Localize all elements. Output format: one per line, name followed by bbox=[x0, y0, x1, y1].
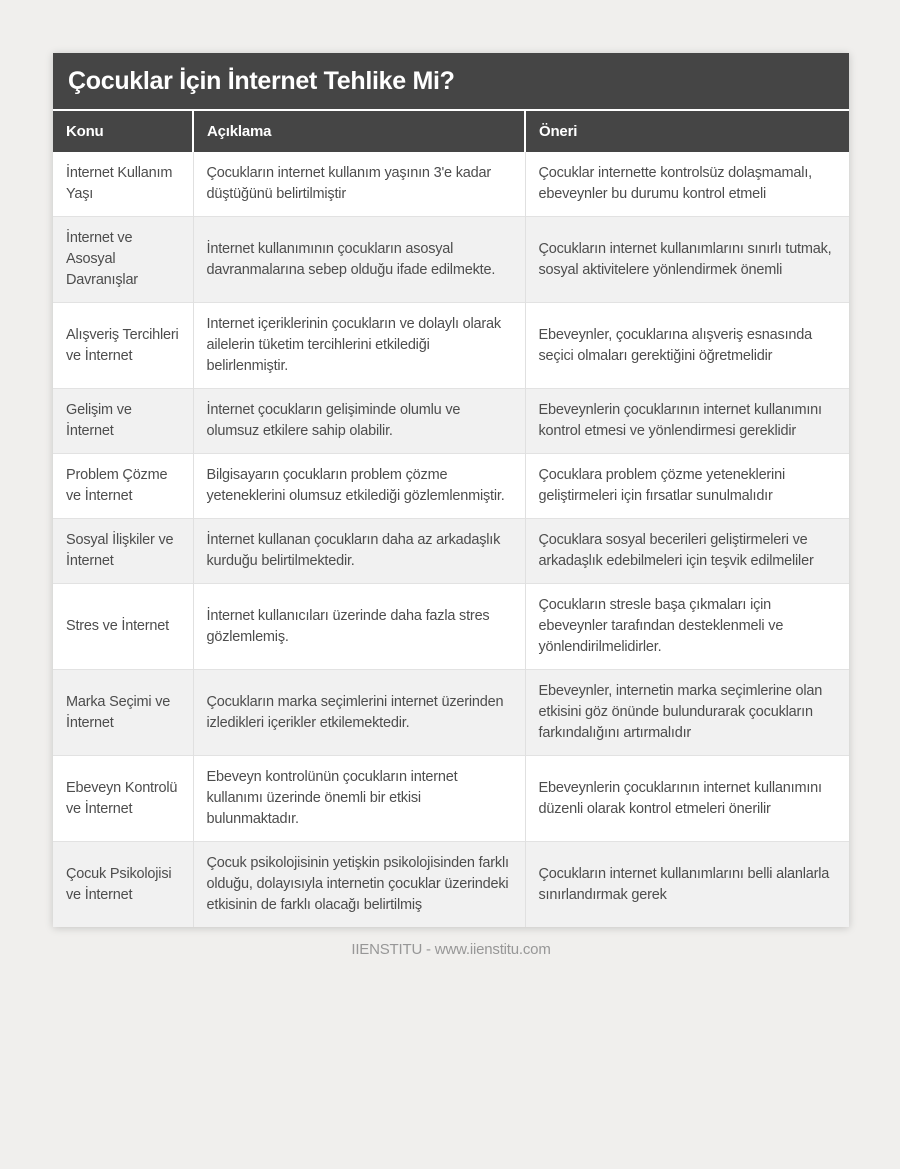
cell-aciklama: Çocukların marka seçimlerini internet üzerinden izledikleri içerikler etkilemektedir. bbox=[193, 670, 525, 756]
cell-oneri: Ebeveynlerin çocuklarının internet kullanımını düzenli olarak kontrol etmeleri önerilir bbox=[525, 756, 849, 842]
table-header-row bbox=[53, 111, 849, 152]
cell-konu: Ebeveyn Kontrolü ve İnternet bbox=[53, 756, 193, 842]
cell-oneri: Çocukların internet kullanımlarını belli alanlarla sınırlandırmak gerek bbox=[525, 842, 849, 928]
table-row bbox=[53, 519, 849, 584]
table-row bbox=[53, 217, 849, 303]
footer-text: IIENSTITU - www.iienstitu.com bbox=[351, 941, 551, 959]
cell-oneri: Çocuklar internette kontrolsüz dolaşmamalı, ebeveynler bu durumu kontrol etmeli bbox=[525, 152, 849, 217]
table-row bbox=[53, 670, 849, 756]
cell-konu: Problem Çözme ve İnternet bbox=[53, 454, 193, 519]
cell-konu: Marka Seçimi ve İnternet bbox=[53, 670, 193, 756]
cell-oneri: Ebeveynler, çocuklarına alışveriş esnasında seçici olmaları gerektiğini öğretmelidir bbox=[525, 303, 849, 389]
info-table bbox=[53, 111, 849, 927]
cell-oneri: Ebeveynler, internetin marka seçimlerine olan etkisini göz önünde bulundurarak çocukların farkındalığını artırmalıdır bbox=[525, 670, 849, 756]
table-row bbox=[53, 584, 849, 670]
cell-konu: Sosyal İlişkiler ve İnternet bbox=[53, 519, 193, 584]
cell-konu: Çocuk Psikolojisi ve İnternet bbox=[53, 842, 193, 928]
table-header bbox=[53, 111, 849, 152]
cell-aciklama: İnternet kullanımının çocukların asosyal davranmalarına sebep olduğu ifade edilmekte. bbox=[193, 217, 525, 303]
cell-aciklama: Ebeveyn kontrolünün çocukların internet kullanımı üzerinde önemli bir etkisi bulunmaktadır. bbox=[193, 756, 525, 842]
column-header-oneri: Öneri bbox=[525, 111, 849, 152]
table-row bbox=[53, 389, 849, 454]
cell-aciklama: Çocuk psikolojisinin yetişkin psikolojisinden farklı olduğu, dolayısıyla internetin çocuklar üzerindeki etkisinin de farklı olacağı belirtilmiş bbox=[193, 842, 525, 928]
table-row bbox=[53, 303, 849, 389]
cell-konu: Stres ve İnternet bbox=[53, 584, 193, 670]
cell-oneri: Çocuklara sosyal becerileri geliştirmeleri ve arkadaşlık edebilmeleri için teşvik edilmeliler bbox=[525, 519, 849, 584]
table-row bbox=[53, 152, 849, 217]
cell-oneri: Ebeveynlerin çocuklarının internet kullanımını kontrol etmesi ve yönlendirmesi gereklidir bbox=[525, 389, 849, 454]
table-row bbox=[53, 842, 849, 928]
cell-oneri: Çocuklara problem çözme yeteneklerini geliştirmeleri için fırsatlar sunulmalıdır bbox=[525, 454, 849, 519]
cell-konu: Gelişim ve İnternet bbox=[53, 389, 193, 454]
cell-oneri: Çocukların internet kullanımlarını sınırlı tutmak, sosyal aktivitelere yönlendirmek önemli bbox=[525, 217, 849, 303]
page-title: Çocuklar İçin İnternet Tehlike Mi? bbox=[53, 53, 849, 111]
column-header-aciklama: Açıklama bbox=[193, 111, 525, 152]
table-row bbox=[53, 454, 849, 519]
cell-aciklama: İnternet kullanıcıları üzerinde daha fazla stres gözlemlemiş. bbox=[193, 584, 525, 670]
table-body bbox=[53, 152, 849, 927]
table-row bbox=[53, 756, 849, 842]
cell-konu: İnternet ve Asosyal Davranışlar bbox=[53, 217, 193, 303]
content-card bbox=[53, 53, 849, 927]
cell-aciklama: İnternet çocukların gelişiminde olumlu ve olumsuz etkilere sahip olabilir. bbox=[193, 389, 525, 454]
cell-aciklama: Internet içeriklerinin çocukların ve dolaylı olarak ailelerin tüketim tercihlerini etkilediği belirlenmiştir. bbox=[193, 303, 525, 389]
cell-aciklama: Bilgisayarın çocukların problem çözme yeteneklerini olumsuz etkilediği gözlemlenmiştir. bbox=[193, 454, 525, 519]
cell-aciklama: Çocukların internet kullanım yaşının 3'e kadar düştüğünü belirtilmiştir bbox=[193, 152, 525, 217]
cell-konu: İnternet Kullanım Yaşı bbox=[53, 152, 193, 217]
cell-oneri: Çocukların stresle başa çıkmaları için ebeveynler tarafından desteklenmeli ve yönlendirilmelidirler. bbox=[525, 584, 849, 670]
column-header-konu: Konu bbox=[53, 111, 193, 152]
cell-konu: Alışveriş Tercihleri ve İnternet bbox=[53, 303, 193, 389]
cell-aciklama: İnternet kullanan çocukların daha az arkadaşlık kurduğu belirtilmektedir. bbox=[193, 519, 525, 584]
